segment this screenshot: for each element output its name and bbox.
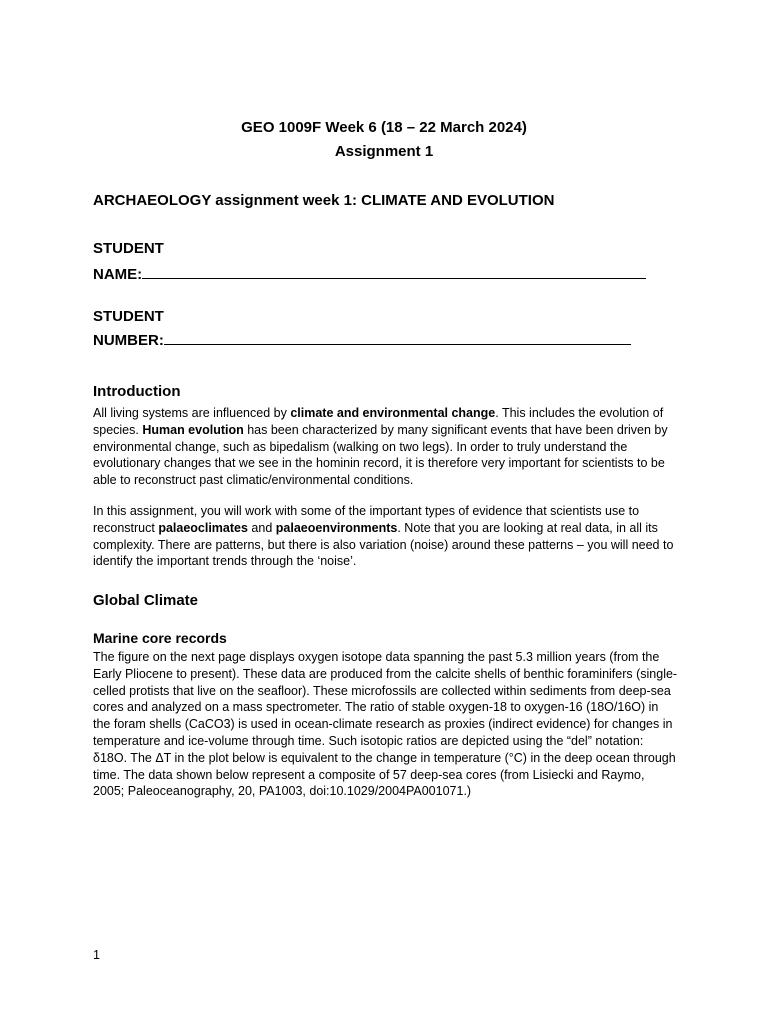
introduction-paragraph-1: All living systems are influenced by climate and environmental change. This includes the evolution of species. Human evolution has been characterized by many significant events that have been driven by environmental change, such as bipedalism (walking on two legs). In order to truly understand the evolutionary changes that we see in the hominin record, it is therefore very important for scientists to be able to reconstruct past climatic/environmental conditions.: [93, 406, 668, 488]
assignment-subtitle: ARCHAEOLOGY assignment week 1: CLIMATE AND EVOLUTION: [93, 192, 555, 209]
global-climate-heading: Global Climate: [93, 592, 199, 609]
assignment-label: Assignment 1: [334, 143, 434, 160]
marine-core-paragraph: The figure on the next page displays oxygen isotope data spanning the past 5.3 million years (from the Early Pliocene to present). These data are produced from the calcite shells of benthic foraminifers (single-celled protists that live on the seafloor). These microfossils are collected within sediments from deep-sea cores and analyzed on a mass spectrometer. The ratio of stable oxygen-18 to oxygen-16 (18O/16O) in the foram shells (CaCO3) is used in ocean-climate research as proxies (indirect evidence) for changes in temperature and ice-volume through time. Such isotopic ratios are depicted using the “del” notation: δ18O. The ΔT in the plot below is equivalent to the change in temperature (°C) in the deep ocean through time. The data shown below represent a composite of 57 deep-sea cores (from Lisiecki and Raymo, 2005; Paleoceanography, 20, PA1003, doi:10.1029/2004PA001071.): [93, 650, 678, 799]
marine-core-subheading: Marine core records: [93, 630, 227, 646]
student-number-field[interactable]: [93, 330, 631, 349]
student-name-blank[interactable]: [142, 264, 646, 279]
introduction-paragraph-2: In this assignment, you will work with some of the important types of evidence that scientists use to reconstruct palaeoclimates and palaeoenvironments. Note that you are looking at real data, in all its complexity. There are patterns, but there is also variation (noise) around these patterns – you will need to identify the important trends through the ‘noise’.: [93, 504, 674, 569]
introduction-heading: Introduction: [93, 383, 181, 400]
student-number-label: NUMBER:: [93, 332, 164, 349]
student-number-label-line1: STUDENT: [93, 308, 164, 325]
student-name-label-line1: STUDENT: [93, 240, 164, 257]
student-name-field[interactable]: [93, 264, 646, 283]
student-number-blank[interactable]: [164, 330, 631, 345]
document-title: GEO 1009F Week 6 (18 – 22 March 2024): [241, 119, 527, 136]
page-number: 1: [93, 948, 100, 962]
student-name-label: NAME:: [93, 266, 143, 283]
